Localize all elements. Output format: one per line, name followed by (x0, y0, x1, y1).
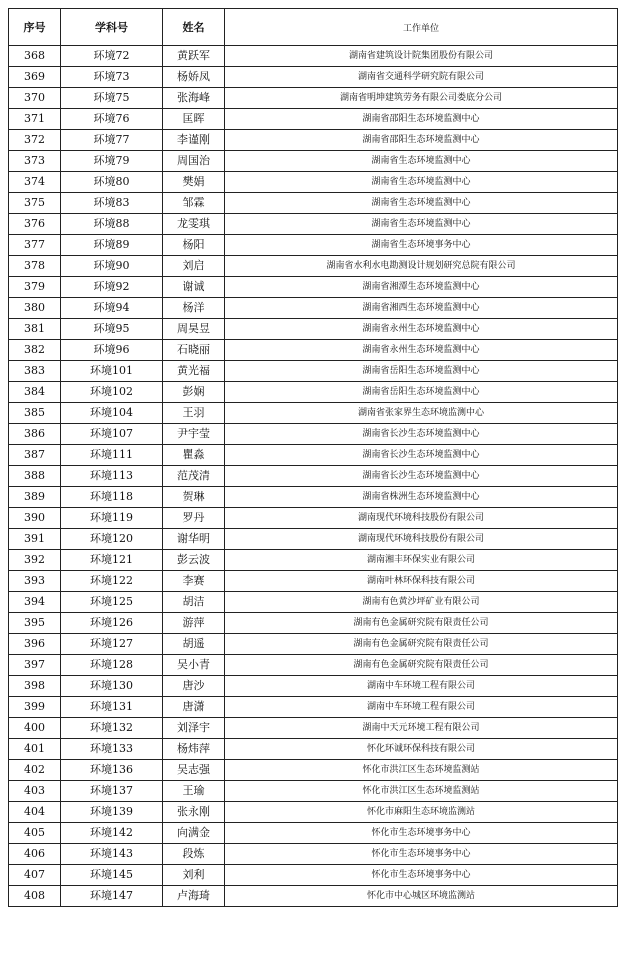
table-row (9, 634, 618, 655)
table-row (9, 235, 618, 256)
cell-subject: 环境83 (61, 193, 163, 214)
table-row (9, 739, 618, 760)
cell-unit: 湖南省生态环境监测中心 (225, 214, 618, 235)
cell-unit: 怀化环诚环保科技有限公司 (225, 739, 618, 760)
table-row (9, 823, 618, 844)
cell-subject: 环境88 (61, 214, 163, 235)
cell-subject: 环境122 (61, 571, 163, 592)
cell-name: 刘启 (163, 256, 225, 277)
cell-subject: 环境77 (61, 130, 163, 151)
cell-seq: 398 (9, 676, 61, 697)
cell-name: 杨娇凤 (163, 67, 225, 88)
cell-subject: 环境118 (61, 487, 163, 508)
cell-seq: 403 (9, 781, 61, 802)
cell-subject: 环境95 (61, 319, 163, 340)
table-header (9, 9, 618, 46)
cell-name: 谢华明 (163, 529, 225, 550)
cell-name: 王羽 (163, 403, 225, 424)
cell-subject: 环境145 (61, 865, 163, 886)
cell-name: 向满金 (163, 823, 225, 844)
header-seq: 序号 (9, 9, 61, 46)
cell-name: 杨炜萍 (163, 739, 225, 760)
cell-seq: 387 (9, 445, 61, 466)
cell-subject: 环境133 (61, 739, 163, 760)
cell-seq: 374 (9, 172, 61, 193)
cell-seq: 370 (9, 88, 61, 109)
table-row (9, 424, 618, 445)
cell-unit: 湖南省张家界生态环境监测中心 (225, 403, 618, 424)
table-row (9, 886, 618, 907)
cell-subject: 环境147 (61, 886, 163, 907)
cell-seq: 389 (9, 487, 61, 508)
table-row (9, 760, 618, 781)
table-row (9, 403, 618, 424)
cell-name: 龙雯琪 (163, 214, 225, 235)
cell-subject: 环境89 (61, 235, 163, 256)
cell-seq: 372 (9, 130, 61, 151)
cell-unit: 湖南省长沙生态环境监测中心 (225, 424, 618, 445)
cell-name: 游萍 (163, 613, 225, 634)
cell-name: 周昊昱 (163, 319, 225, 340)
cell-name: 吴志强 (163, 760, 225, 781)
table-row (9, 340, 618, 361)
cell-name: 尹宇莹 (163, 424, 225, 445)
cell-subject: 环境75 (61, 88, 163, 109)
table-row (9, 613, 618, 634)
cell-subject: 环境94 (61, 298, 163, 319)
cell-unit: 湖南省永州生态环境监测中心 (225, 319, 618, 340)
cell-seq: 383 (9, 361, 61, 382)
cell-subject: 环境102 (61, 382, 163, 403)
cell-unit: 湖南省明坤建筑劳务有限公司娄底分公司 (225, 88, 618, 109)
personnel-table (8, 8, 618, 907)
cell-name: 樊娟 (163, 172, 225, 193)
cell-seq: 404 (9, 802, 61, 823)
cell-subject: 环境104 (61, 403, 163, 424)
cell-name: 周国治 (163, 151, 225, 172)
cell-name: 杨洋 (163, 298, 225, 319)
cell-unit: 湖南有色金属研究院有限责任公司 (225, 634, 618, 655)
cell-unit: 怀化市生态环境事务中心 (225, 844, 618, 865)
table-row (9, 550, 618, 571)
table-row (9, 466, 618, 487)
cell-name: 张永刚 (163, 802, 225, 823)
cell-subject: 环境107 (61, 424, 163, 445)
cell-name: 李谨刚 (163, 130, 225, 151)
cell-unit: 湖南省邵阳生态环境监测中心 (225, 130, 618, 151)
cell-subject: 环境136 (61, 760, 163, 781)
cell-subject: 环境79 (61, 151, 163, 172)
cell-seq: 390 (9, 508, 61, 529)
cell-name: 匡晖 (163, 109, 225, 130)
table-row (9, 382, 618, 403)
cell-subject: 环境76 (61, 109, 163, 130)
cell-name: 吴小青 (163, 655, 225, 676)
table-row (9, 592, 618, 613)
cell-subject: 环境132 (61, 718, 163, 739)
cell-subject: 环境139 (61, 802, 163, 823)
table-row (9, 130, 618, 151)
cell-unit: 湖南省生态环境监测中心 (225, 172, 618, 193)
cell-unit: 湖南省生态环境监测中心 (225, 151, 618, 172)
cell-unit: 湖南有色金属研究院有限责任公司 (225, 613, 618, 634)
cell-seq: 408 (9, 886, 61, 907)
table-body (9, 46, 618, 907)
cell-seq: 402 (9, 760, 61, 781)
cell-seq: 388 (9, 466, 61, 487)
table-row (9, 88, 618, 109)
table-row (9, 361, 618, 382)
table-row (9, 865, 618, 886)
cell-seq: 379 (9, 277, 61, 298)
cell-unit: 湖南省湘西生态环境监测中心 (225, 298, 618, 319)
table-row (9, 655, 618, 676)
cell-name: 唐沙 (163, 676, 225, 697)
cell-seq: 371 (9, 109, 61, 130)
cell-unit: 湖南有色黄沙坪矿业有限公司 (225, 592, 618, 613)
cell-seq: 375 (9, 193, 61, 214)
cell-seq: 368 (9, 46, 61, 67)
cell-seq: 381 (9, 319, 61, 340)
cell-unit: 怀化市洪江区生态环境监测站 (225, 781, 618, 802)
cell-unit: 湖南省湘潭生态环境监测中心 (225, 277, 618, 298)
cell-unit: 怀化市中心城区环境监测站 (225, 886, 618, 907)
table-row (9, 676, 618, 697)
cell-name: 唐潇 (163, 697, 225, 718)
cell-name: 胡遥 (163, 634, 225, 655)
cell-subject: 环境113 (61, 466, 163, 487)
cell-name: 卢海琦 (163, 886, 225, 907)
cell-seq: 373 (9, 151, 61, 172)
cell-subject: 环境121 (61, 550, 163, 571)
cell-unit: 湖南中天元环境工程有限公司 (225, 718, 618, 739)
cell-subject: 环境119 (61, 508, 163, 529)
table-row (9, 781, 618, 802)
cell-seq: 399 (9, 697, 61, 718)
cell-seq: 394 (9, 592, 61, 613)
table-row (9, 802, 618, 823)
cell-name: 邹霖 (163, 193, 225, 214)
cell-subject: 环境111 (61, 445, 163, 466)
table-row (9, 319, 618, 340)
cell-unit: 湖南中车环境工程有限公司 (225, 697, 618, 718)
table-row (9, 844, 618, 865)
table-row (9, 172, 618, 193)
cell-subject: 环境92 (61, 277, 163, 298)
cell-seq: 382 (9, 340, 61, 361)
cell-subject: 环境96 (61, 340, 163, 361)
cell-subject: 环境130 (61, 676, 163, 697)
cell-seq: 369 (9, 67, 61, 88)
cell-unit: 湖南省生态环境监测中心 (225, 193, 618, 214)
cell-unit: 湖南省生态环境事务中心 (225, 235, 618, 256)
cell-unit: 湖南省株洲生态环境监测中心 (225, 487, 618, 508)
cell-seq: 380 (9, 298, 61, 319)
cell-seq: 391 (9, 529, 61, 550)
table-row (9, 256, 618, 277)
cell-unit: 湖南省永州生态环境监测中心 (225, 340, 618, 361)
cell-seq: 407 (9, 865, 61, 886)
cell-unit: 湖南湘丰环保实业有限公司 (225, 550, 618, 571)
cell-seq: 378 (9, 256, 61, 277)
cell-subject: 环境126 (61, 613, 163, 634)
cell-subject: 环境73 (61, 67, 163, 88)
table-row (9, 697, 618, 718)
cell-seq: 396 (9, 634, 61, 655)
cell-name: 段炼 (163, 844, 225, 865)
table-row (9, 445, 618, 466)
table-row (9, 151, 618, 172)
cell-unit: 湖南省交通科学研究院有限公司 (225, 67, 618, 88)
cell-name: 谢诚 (163, 277, 225, 298)
cell-name: 王瑜 (163, 781, 225, 802)
cell-seq: 400 (9, 718, 61, 739)
cell-seq: 405 (9, 823, 61, 844)
cell-name: 彭娴 (163, 382, 225, 403)
cell-subject: 环境131 (61, 697, 163, 718)
cell-seq: 395 (9, 613, 61, 634)
cell-seq: 377 (9, 235, 61, 256)
cell-name: 罗丹 (163, 508, 225, 529)
cell-unit: 湖南省水利水电勘测设计规划研究总院有限公司 (225, 256, 618, 277)
table-row (9, 46, 618, 67)
cell-name: 范茂清 (163, 466, 225, 487)
cell-seq: 406 (9, 844, 61, 865)
cell-unit: 湖南有色金属研究院有限责任公司 (225, 655, 618, 676)
cell-name: 刘利 (163, 865, 225, 886)
cell-name: 黄光福 (163, 361, 225, 382)
cell-name: 贺琳 (163, 487, 225, 508)
cell-name: 张海峰 (163, 88, 225, 109)
cell-name: 李赛 (163, 571, 225, 592)
cell-unit: 湖南省岳阳生态环境监测中心 (225, 382, 618, 403)
cell-unit: 湖南省长沙生态环境监测中心 (225, 466, 618, 487)
cell-subject: 环境127 (61, 634, 163, 655)
cell-subject: 环境101 (61, 361, 163, 382)
cell-name: 黄跃军 (163, 46, 225, 67)
cell-name: 瞿淼 (163, 445, 225, 466)
table-row (9, 67, 618, 88)
cell-subject: 环境143 (61, 844, 163, 865)
header-row (9, 9, 618, 46)
cell-unit: 怀化市生态环境事务中心 (225, 823, 618, 844)
cell-subject: 环境128 (61, 655, 163, 676)
cell-subject: 环境120 (61, 529, 163, 550)
cell-unit: 湖南现代环境科技股份有限公司 (225, 508, 618, 529)
cell-unit: 湖南省长沙生态环境监测中心 (225, 445, 618, 466)
cell-unit: 怀化市生态环境事务中心 (225, 865, 618, 886)
header-subject: 学科号 (61, 9, 163, 46)
cell-unit: 湖南中车环境工程有限公司 (225, 676, 618, 697)
table-row (9, 214, 618, 235)
cell-name: 杨阳 (163, 235, 225, 256)
table-row (9, 529, 618, 550)
cell-unit: 湖南省岳阳生态环境监测中心 (225, 361, 618, 382)
cell-subject: 环境90 (61, 256, 163, 277)
cell-name: 彭云波 (163, 550, 225, 571)
table-row (9, 487, 618, 508)
header-unit: 工作单位 (225, 9, 618, 46)
cell-subject: 环境72 (61, 46, 163, 67)
cell-unit: 湖南省邵阳生态环境监测中心 (225, 109, 618, 130)
table-row (9, 109, 618, 130)
cell-subject: 环境137 (61, 781, 163, 802)
cell-seq: 397 (9, 655, 61, 676)
cell-subject: 环境142 (61, 823, 163, 844)
table-row (9, 718, 618, 739)
header-name: 姓名 (163, 9, 225, 46)
cell-unit: 湖南现代环境科技股份有限公司 (225, 529, 618, 550)
cell-seq: 385 (9, 403, 61, 424)
cell-name: 石晓丽 (163, 340, 225, 361)
cell-unit: 怀化市麻阳生态环境监测站 (225, 802, 618, 823)
table-row (9, 571, 618, 592)
cell-subject: 环境80 (61, 172, 163, 193)
cell-name: 胡洁 (163, 592, 225, 613)
cell-subject: 环境125 (61, 592, 163, 613)
cell-seq: 401 (9, 739, 61, 760)
cell-unit: 湖南省建筑设计院集团股份有限公司 (225, 46, 618, 67)
cell-seq: 393 (9, 571, 61, 592)
cell-name: 刘泽宇 (163, 718, 225, 739)
table-row (9, 193, 618, 214)
cell-unit: 湖南叶林环保科技有限公司 (225, 571, 618, 592)
cell-unit: 怀化市洪江区生态环境监测站 (225, 760, 618, 781)
cell-seq: 386 (9, 424, 61, 445)
table-row (9, 298, 618, 319)
table-row (9, 508, 618, 529)
cell-seq: 376 (9, 214, 61, 235)
table-row (9, 277, 618, 298)
cell-seq: 384 (9, 382, 61, 403)
cell-seq: 392 (9, 550, 61, 571)
